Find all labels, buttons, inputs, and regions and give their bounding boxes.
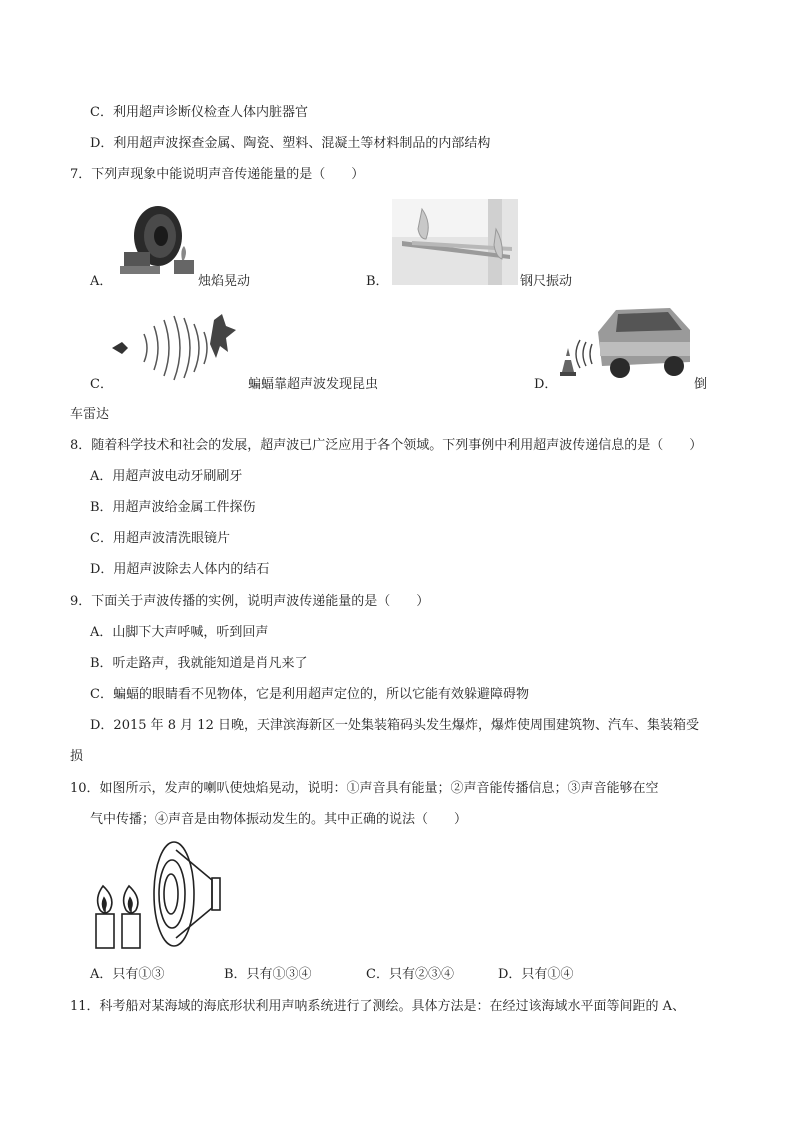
q7-c-bat-sonar-image xyxy=(110,312,238,384)
q7-d-text-part2: 车雷达 xyxy=(70,407,110,422)
q7-d-text-part1: 倒 xyxy=(694,377,708,392)
q9-option-b: B．听走路声，我就能知道是肖凡来了 xyxy=(90,656,308,671)
q7-a-speaker-candle-image xyxy=(118,200,200,278)
q7-c-letter: C． xyxy=(90,377,113,392)
q7-b-text: 钢尺振动 xyxy=(520,274,573,289)
q10-candles-speaker-figure xyxy=(88,838,228,954)
q10-option-a: A．只有①③ xyxy=(90,967,165,982)
q9-stem: 9．下面关于声波传播的实例，说明声波传递能量的是（ ） xyxy=(70,594,430,609)
q7-b-ruler-image xyxy=(392,199,518,285)
q8-option-d: D．用超声波除去人体内的结石 xyxy=(90,562,270,577)
q8-stem: 8．随着科学技术和社会的发展，超声波已广泛应用于各个领域。下列事例中利用超声波传递信息的是（ ） xyxy=(70,438,703,453)
q10-option-b: B．只有①③④ xyxy=(224,967,312,982)
q10-stem-line1: 10．如图所示，发声的喇叭使烛焰晃动，说明：①声音具有能量；②声音能传播信息；③声音能够在空 xyxy=(70,781,659,796)
q7-a-text: 烛焰晃动 xyxy=(198,274,251,289)
q8-option-c: C．用超声波清洗眼镜片 xyxy=(90,531,230,546)
q9-option-d-line1: D．2015 年 8 月 12 日晚，天津滨海新区一处集装箱码头发生爆炸，爆炸使周围建筑物、汽车、集装箱受 xyxy=(90,718,699,733)
q7-d-letter: D． xyxy=(534,377,558,392)
q7-d-reversing-radar-image xyxy=(558,302,694,382)
q10-option-d: D．只有①④ xyxy=(498,967,574,982)
q8-option-a: A．用超声波电动牙刷刷牙 xyxy=(90,469,243,484)
q10-stem-line2: 气中传播；④声音是由物体振动发生的。其中正确的说法（ ） xyxy=(90,812,468,827)
q9-option-d-line2: 损 xyxy=(70,749,84,764)
q7-a-letter: A． xyxy=(90,274,113,289)
q6-option-c: C．利用超声诊断仪检查人体内脏器官 xyxy=(90,105,308,120)
q9-option-c: C．蝙蝠的眼睛看不见物体，它是利用超声定位的，所以它能有效躲避障碍物 xyxy=(90,687,529,702)
q7-c-text: 蝙蝠靠超声波发现昆虫 xyxy=(248,377,379,392)
q6-option-d: D．利用超声波探查金属、陶瓷、塑料、混凝土等材料制品的内部结构 xyxy=(90,136,491,151)
q10-option-c: C．只有②③④ xyxy=(366,967,454,982)
q9-option-a: A．山脚下大声呼喊，听到回声 xyxy=(90,625,269,640)
q11-stem: 11．科考船对某海域的海底形状利用声呐系统进行了测绘。具体方法是：在经过该海域水平面等间距的 A、 xyxy=(70,999,686,1014)
q7-b-letter: B． xyxy=(366,274,389,289)
q7-stem: 7．下列声现象中能说明声音传递能量的是（ ） xyxy=(70,167,365,182)
q8-option-b: B．用超声波给金属工件探伤 xyxy=(90,500,256,515)
